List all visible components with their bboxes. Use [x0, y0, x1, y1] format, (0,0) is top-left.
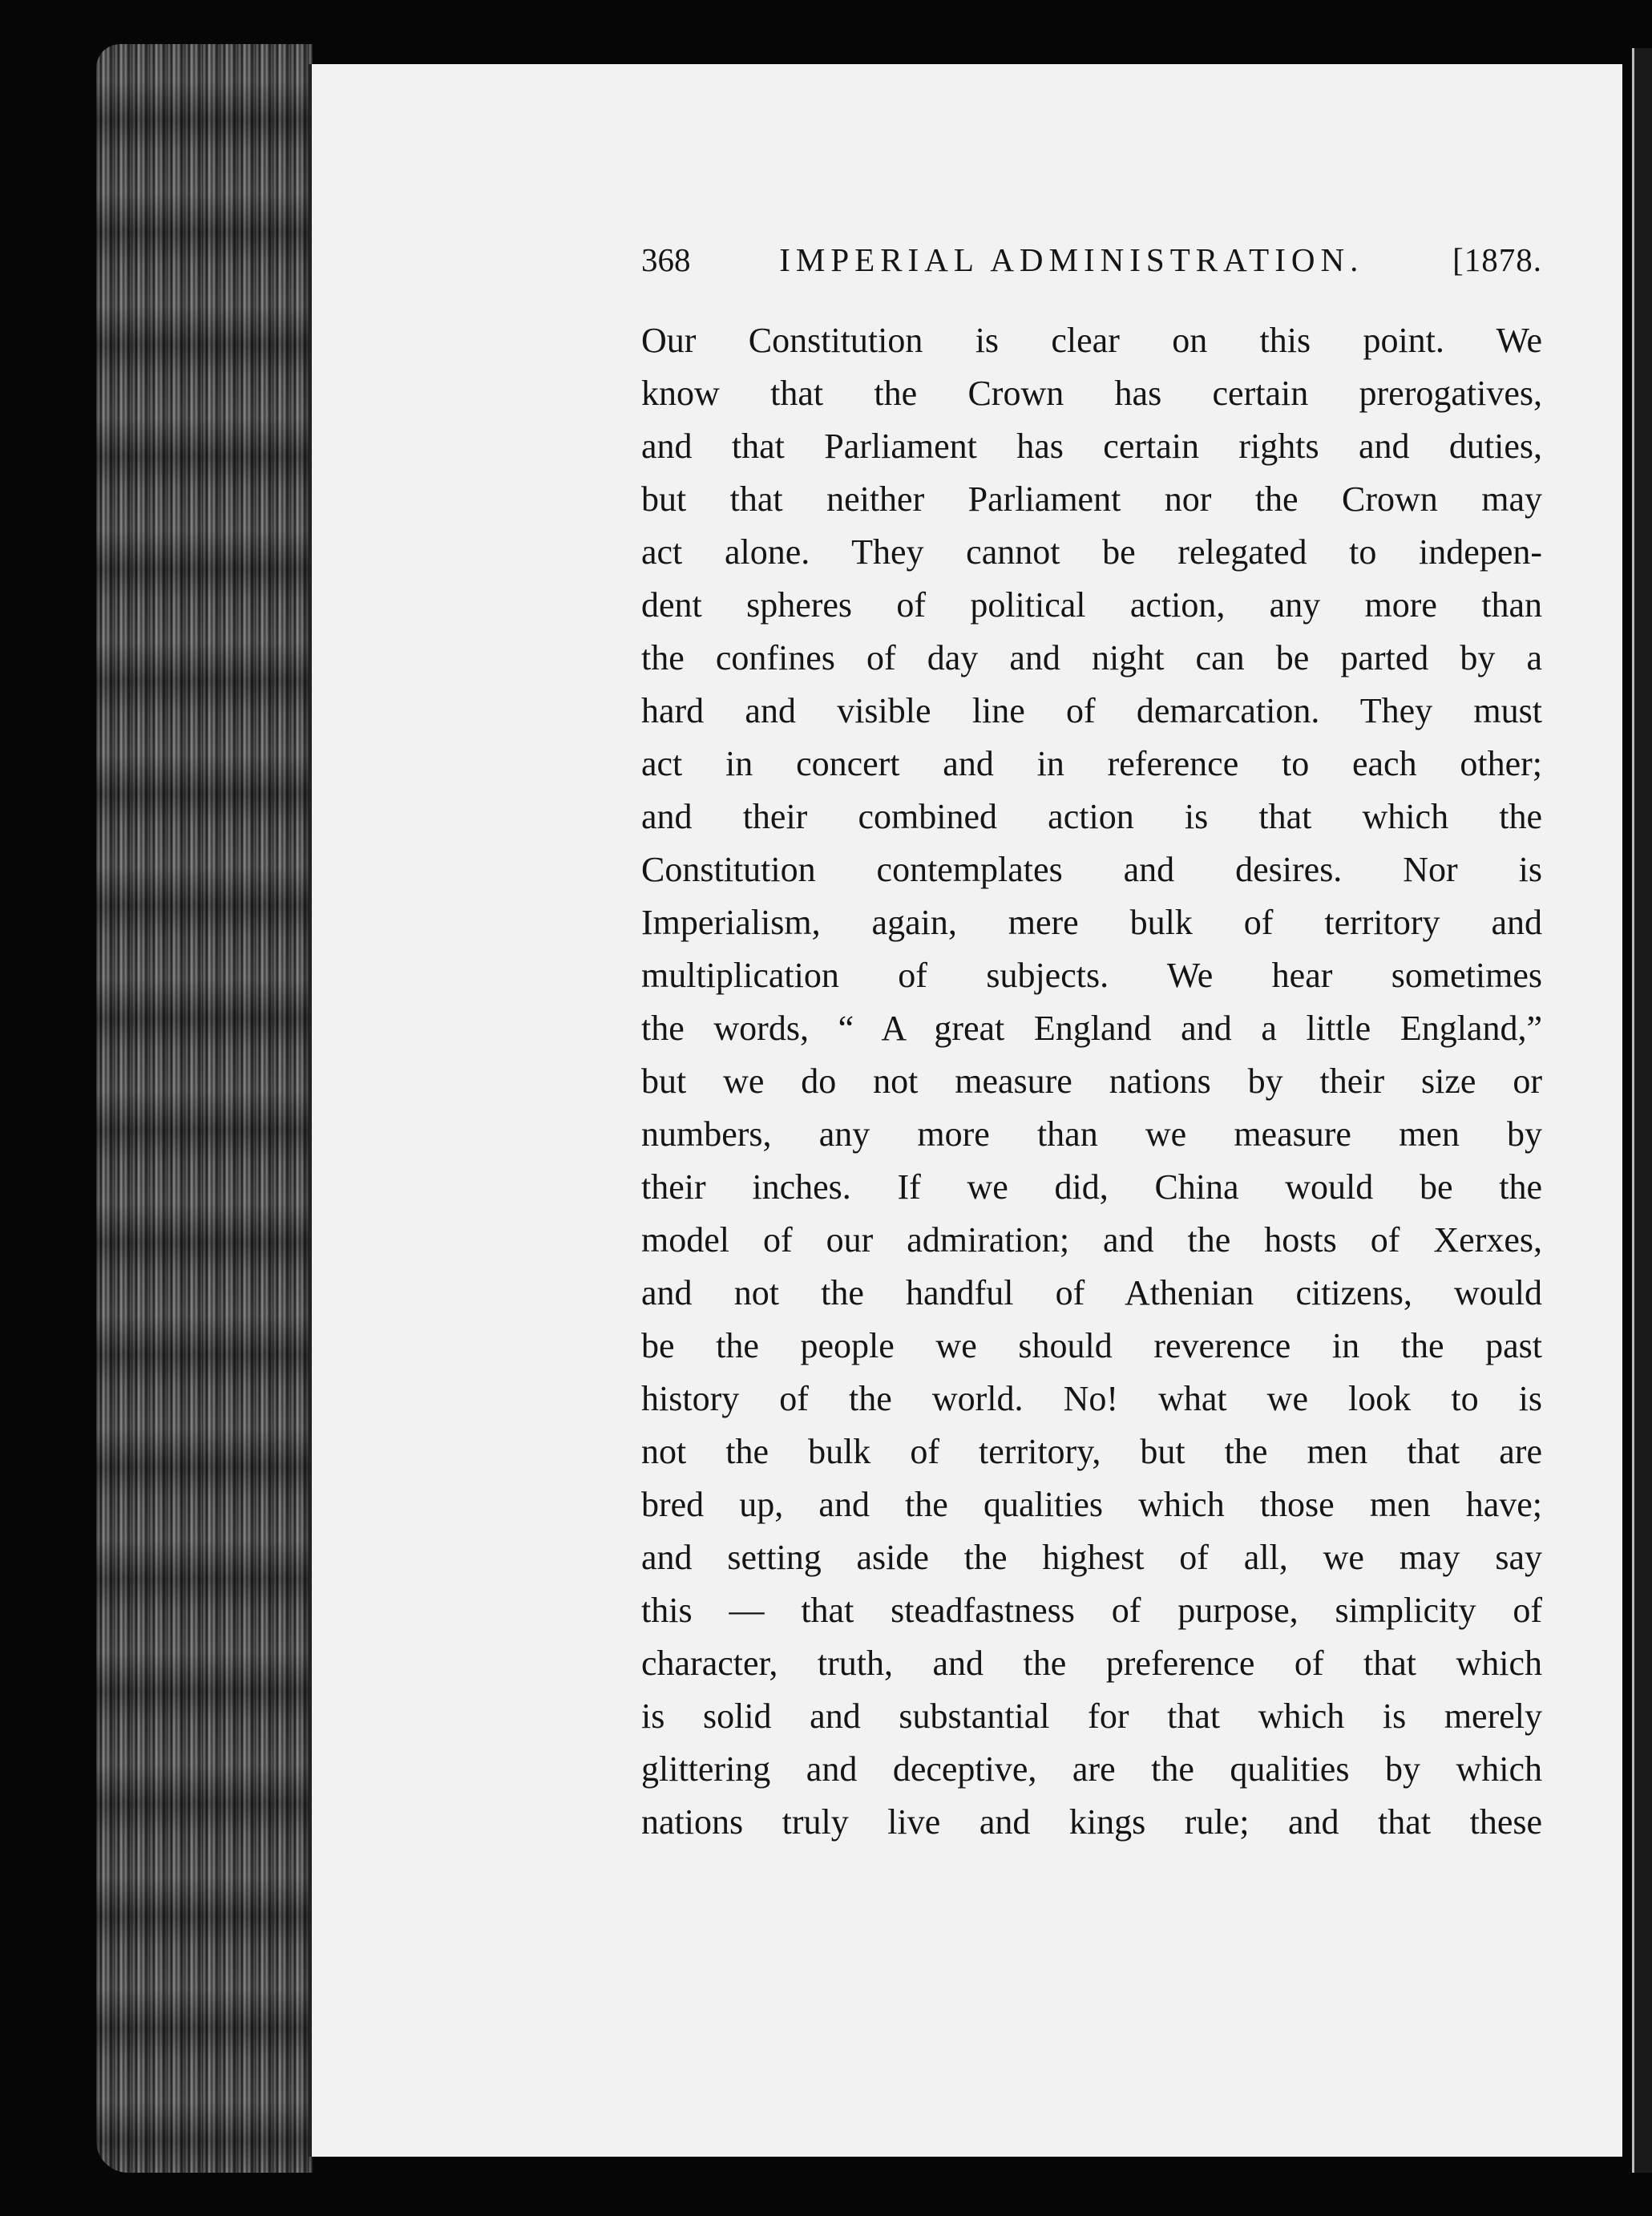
- text-line: and not the handful of Athenian citizens, would: [641, 1273, 1542, 1312]
- text-line: Our Constitution is clear on this point. We: [641, 321, 1542, 360]
- text-line: and their combined action is that which the: [641, 797, 1542, 836]
- text-line: and setting aside the highest of all, we may say: [641, 1538, 1542, 1577]
- text-line: model of our admiration; and the hosts of Xerxes,: [641, 1220, 1542, 1260]
- text-line: character, truth, and the preference of that which: [641, 1644, 1542, 1683]
- text-line: multiplication of subjects. We hear sometimes: [641, 956, 1542, 995]
- text-line: the confines of day and night can be parted by a: [641, 638, 1542, 677]
- text-line: but we do not measure nations by their size or: [641, 1061, 1542, 1101]
- text-line: act in concert and in reference to each other;: [641, 744, 1542, 783]
- page-number: 368: [641, 241, 691, 278]
- text-block: [641, 241, 1542, 1849]
- text-line: bred up, and the qualities which those men have;: [641, 1485, 1542, 1524]
- text-line: be the people we should reverence in the past: [641, 1326, 1542, 1365]
- text-line: nations truly live and kings rule; and that these: [641, 1802, 1542, 1842]
- text-line: history of the world. No! what we look to is: [641, 1379, 1542, 1418]
- text-line: is solid and substantial for that which is merely: [641, 1696, 1542, 1736]
- text-line: the words, “ A great England and a little England,”: [641, 1009, 1542, 1048]
- body-text: [641, 314, 1542, 1849]
- text-line: this — that steadfastness of purpose, simplicity of: [641, 1591, 1542, 1630]
- text-line: not the bulk of territory, but the men that are: [641, 1432, 1542, 1471]
- text-line: act alone. They cannot be relegated to indepen-: [641, 532, 1542, 572]
- text-line: hard and visible line of demarcation. They must: [641, 691, 1542, 730]
- running-year: [1878.: [1452, 241, 1542, 278]
- text-line: Imperialism, again, mere bulk of territory and: [641, 903, 1542, 942]
- text-line: glittering and deceptive, are the qualities by which: [641, 1749, 1542, 1789]
- text-line: but that neither Parliament nor the Crown may: [641, 479, 1542, 519]
- text-line: numbers, any more than we measure men by: [641, 1114, 1542, 1154]
- running-head: [641, 241, 1542, 287]
- text-line: dent spheres of political action, any more than: [641, 585, 1542, 625]
- right-page-edge: [1632, 48, 1652, 2173]
- text-line: know that the Crown has certain prerogatives,: [641, 374, 1542, 413]
- text-line: Constitution contemplates and desires. Nor is: [641, 850, 1542, 889]
- book-fore-edge: [96, 44, 313, 2173]
- text-line: their inches. If we did, China would be the: [641, 1167, 1542, 1207]
- running-title: IMPERIAL ADMINISTRATION.: [779, 241, 1364, 278]
- text-line: and that Parliament has certain rights and duties,: [641, 427, 1542, 466]
